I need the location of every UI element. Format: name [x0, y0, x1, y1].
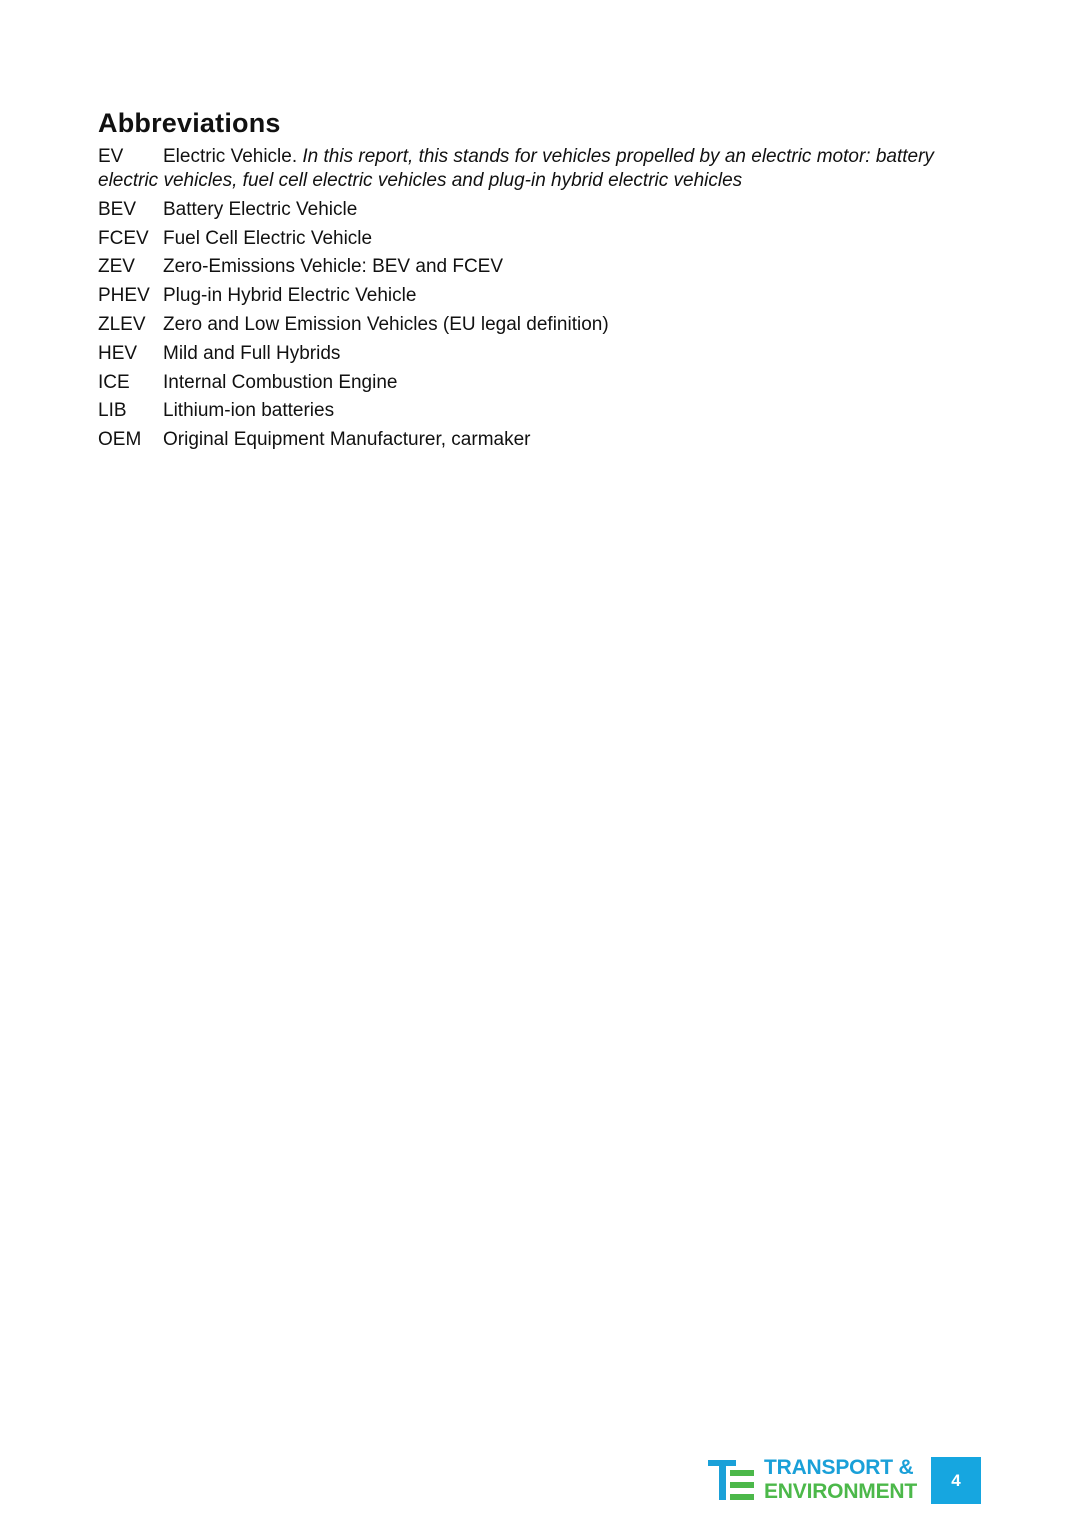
abbreviation-term: LIB: [98, 400, 127, 422]
abbreviation-term: ZLEV: [98, 313, 146, 335]
abbreviation-definition: Plug-in Hybrid Electric Vehicle: [163, 285, 417, 307]
abbreviation-definition: Fuel Cell Electric Vehicle: [163, 227, 373, 249]
abbreviation-row: [98, 227, 988, 251]
abbreviation-definition: Internal Combustion Engine: [163, 371, 398, 393]
abbreviation-definition: Lithium-ion batteries: [163, 400, 335, 422]
abbreviation-row: [98, 198, 988, 222]
abbreviations-section: [98, 108, 988, 457]
abbreviation-list: [98, 145, 988, 452]
logo-line-transport: TRANSPORT &: [764, 1456, 914, 1479]
abbreviation-term: HEV: [98, 342, 138, 364]
abbreviation-definition: Zero and Low Emission Vehicles (EU legal definition): [163, 313, 609, 335]
abbreviation-row: [98, 399, 988, 423]
abbreviation-row: [98, 428, 988, 452]
abbreviation-definition: Mild and Full Hybrids: [163, 342, 341, 364]
abbreviation-row: [98, 371, 988, 395]
abbreviation-row: [98, 255, 988, 279]
abbreviation-term: ZEV: [98, 256, 135, 278]
abbreviation-term: OEM: [98, 429, 142, 451]
abbreviation-term: ICE: [98, 371, 130, 393]
abbreviation-note: In this report, this stands for vehicles propelled by an electric motor: battery electric vehicles, fuel cell electric vehicles and plug-in hybrid electric vehicles: [98, 146, 934, 191]
abbreviation-term: FCEV: [98, 227, 149, 249]
te-logo-icon: [706, 1458, 756, 1502]
abbreviation-row: [98, 313, 988, 337]
abbreviation-definition: Electric Vehicle.: [163, 146, 298, 167]
abbreviation-row: [98, 342, 988, 366]
logo-line-environment: ENVIRONMENT: [764, 1480, 917, 1503]
abbreviation-term: EV: [98, 146, 124, 167]
abbreviation-row: [98, 284, 988, 308]
abbreviation-definition: Battery Electric Vehicle: [163, 198, 358, 220]
logo-wordmark: [764, 1456, 917, 1504]
abbreviation-definition: Zero-Emissions Vehicle: BEV and FCEV: [163, 256, 504, 278]
abbreviation-term: PHEV: [98, 285, 150, 307]
abbreviation-row: [98, 145, 988, 193]
abbreviation-definition: Original Equipment Manufacturer, carmaker: [163, 429, 531, 451]
page-heading: Abbreviations: [98, 108, 281, 138]
abbreviation-term: BEV: [98, 198, 137, 220]
page-number-badge: 4: [931, 1457, 981, 1504]
